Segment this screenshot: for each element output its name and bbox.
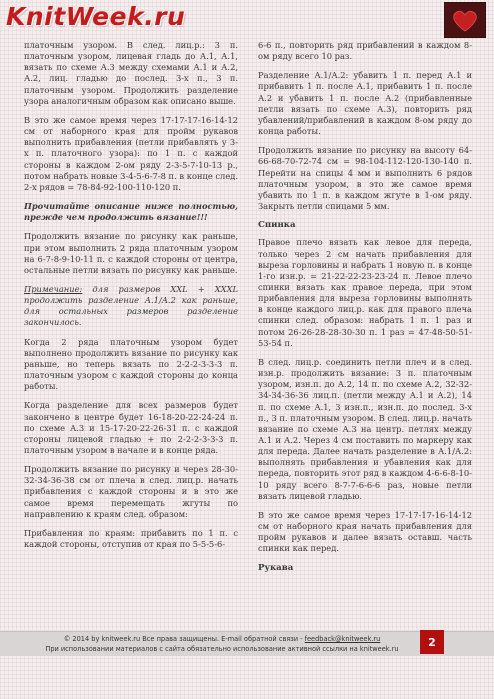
feedback-email-link[interactable]: feedback@knitweek.ru <box>304 635 381 643</box>
section-heading: Спинка <box>258 220 296 231</box>
note-label: Примечание: <box>24 283 83 294</box>
body-paragraph: В это же самое время через 17-17-17-16-14-12 см от наборного края для пройм рукавов выполнить прибавления (петли прибавлять у 3-х п. платочного узора): по 1 п. с каждой стороны в каждом 2-ом ряду 2-3-5-7-10-13 р., потом набрать новые 3-4-5-6-7-8 п. в конце след. 2-х рядов = 78-84-92-100-110-120 п. <box>24 114 238 192</box>
body-paragraph: Продолжить вязание по рисунку как раньше, при этом выполнить 2 ряда платочным узором на 6-7-8-9-10-11 п. с каждой стороны от центра, остальные петли вязать по рисунку как раньше. <box>24 231 238 275</box>
body-paragraph: Когда разделение для всех размеров будет закончено в центре будет 16-18-20-22-24-24 п. по схеме А.3 и 15-17-20-22-26-31 п. с каждой стороны лицевой гладью + по 2-2-2-3-3-3 п. платочным узором в начале и в конце ряда. <box>24 400 238 455</box>
body-paragraph: Когда 2 ряда платочным узором будет выполнено продолжить вязание по рисунку как раньше, но теперь вязать по 2-2-2-3-3-3 п. платочным узором с каждой стороны до конца работы. <box>24 336 238 392</box>
note-text: для размеров XXL + XXXL продолжить разделение А.1/А.2 как раньше, для остальных размеров разделение закончилось. <box>24 283 238 328</box>
right-text-column <box>258 40 472 580</box>
body-paragraph: В след. лиц.р. соединить петли плеч и в след. изн.р. продолжить вязание: 3 п. платочным узором, изн.п. до А.2, 14 п. по схеме А.2, 32-32-34-34-36-36 лиц.п. (петли между А.1 и А.2), 14 п. по схеме А.1, 3 изн.п., изн.п. до послед. 3-х п., 3 п. платочным узором. В след. лиц.р. начать вязание по схеме А.3 на центр. петлях между А.1 и А.2. Через 4 см поставить по маркеру как для переда. Далее начать разделение в А.1/А.2: выполнять прибавления и убавления как для переда, повторить этот ряд в каждом 4-6-6-8-10-10 ряду всего 8-7-7-6-6-6 раз, новые петли вязать лицевой гладью. <box>258 356 472 501</box>
note-paragraph <box>24 284 238 329</box>
body-paragraph: Продолжить вязание по рисунку на высоту 64-66-68-70-72-74 см = 98-104-112-120-130-140 п. Перейти на спицы 4 мм и выполнить 6 рядов платочным узором, в это же самое время убавить по 1 п. в каждом жгуте в 1-ом ряду. Закрыть петли спицами 5 мм. <box>258 145 472 212</box>
footer-notice: При использовании материалов с сайта обязательно использование активной ссылки на knitweek.ru <box>45 645 399 653</box>
left-text-column <box>24 40 238 558</box>
body-paragraph: платочным узором. В след. лиц.р.: 3 п. платочным узором, лицевая гладь до А.1, А.1, вязать по схеме А.3 между схемами А.1 и А.2, А.2, лиц. гладью до послед. 3-х п., 3 п. платочным узором. Продолжить разделение узора аналогичным образом как описано выше. <box>24 40 238 106</box>
footer-copyright <box>0 635 444 643</box>
footer-copyright-text: © 2014 by knitweek.ru Все права защищены. E-mail обратной связи - <box>63 635 305 643</box>
body-paragraph: В это же самое время через 17-17-17-16-14-12 см от наборного края начать прибавления для пройм рукавов и далее вязать оставш. часть спинки как перед. <box>258 509 472 554</box>
body-paragraph: Прибавления по краям: прибавить по 1 п. с каждой стороны, отступив от края по 5-5-5-6- <box>24 527 238 550</box>
body-paragraph: Правое плечо вязать как левое для переда, только через 2 см начать прибавления для выреза горловины и набрать 1 новую п. в конце 1-го изн.р. = 21-22-22-23-23-24 п. Левое плечо спинки вязать как правое переда, при этом прибавления для выреза горловины выполнять в конце каждого лиц.р. как для правого плеча спинки след. образом: набрать 1 п. 1 раз и потом 26-26-28-28-30-30 п. 1 раз = 47-48-50-51-53-54 п. <box>258 237 472 348</box>
body-paragraph: Продолжить вязание по рисунку и через 28-30-32-34-36-38 см от плеча в след. лиц.р. начать прибавления с каждой стороны и в это же самое время перемещать жгуты по направлению к краям след. образом: <box>24 464 238 519</box>
warning-paragraph: Прочитайте описание ниже полностью, прежде чем продолжить вязание!!! <box>24 201 238 223</box>
body-paragraph: Разделение А.1/А.2: убавить 1 п. перед А.1 и прибавить 1 п. после А.1, прибавить 1 п. после А.2 и убавить 1 п. после А.2 (прибавленные петли вязать по схеме А.3), повторить ряд убавлений/прибавлений в каждом 8-ом ряду до конца работы. <box>258 70 472 137</box>
page-number: 2 <box>420 630 444 654</box>
heart-logo-icon <box>444 2 486 38</box>
body-paragraph: 6-6 п., повторить ряд прибавлений в каждом 8-ом ряду всего 10 раз. <box>258 40 472 62</box>
section-heading: Рукава <box>258 562 294 573</box>
site-logo[interactable]: KnitWeek.ru <box>6 2 186 31</box>
